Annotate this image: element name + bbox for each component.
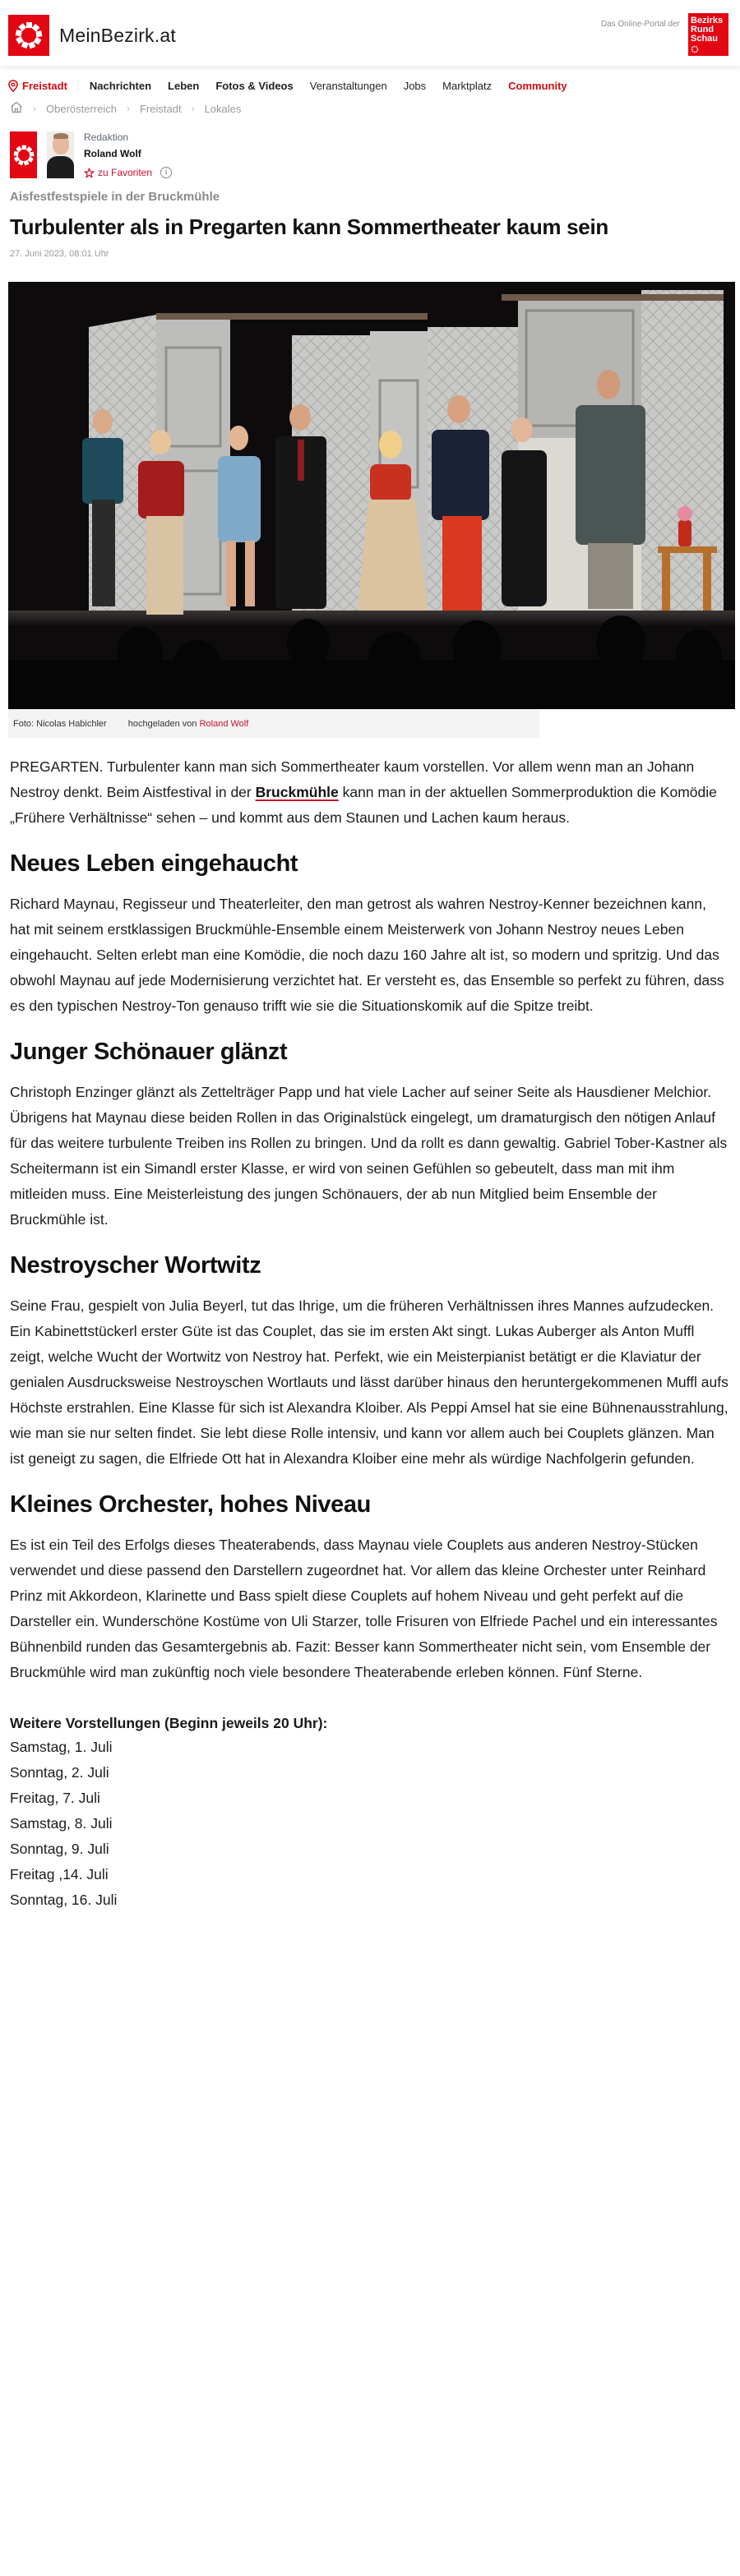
bezirksrundschau-badge[interactable]: [688, 13, 728, 56]
chevron-right-icon: ›: [191, 103, 195, 114]
favorite-label: zu Favoriten: [98, 167, 153, 178]
portal-branding: [601, 13, 728, 56]
site-header: [0, 0, 740, 66]
badge-line: Bezirks: [691, 16, 724, 25]
location-pin-icon: [8, 80, 18, 92]
chevron-right-icon: ›: [33, 103, 36, 114]
breadcrumb: [0, 99, 740, 118]
article-title: Turbulenter als in Pregarten kann Sommertheater kaum sein: [10, 214, 608, 239]
article-body: [0, 738, 740, 1913]
nav-item-leben[interactable]: Leben: [168, 80, 200, 92]
main-nav: [0, 72, 740, 99]
nav-item-fotos-videos[interactable]: Fotos & Videos: [215, 80, 294, 92]
intro-text: kann man in der aktuellen Sommerproduktion die Komödie „Frühere Verhältnisse“ sehen – und kommt aus dem Staunen und Lachen kaum heraus.: [10, 784, 717, 826]
performance-date: Freitag ,14. Juli: [10, 1866, 109, 1882]
performance-date: Samstag, 1. Juli: [10, 1739, 113, 1755]
avatar-hair: [53, 133, 68, 139]
breadcrumb-oberoesterreich[interactable]: Oberösterreich: [46, 102, 117, 115]
favorite-row: [84, 164, 172, 181]
section-paragraph: Es ist ein Teil des Erfolgs dieses Theaterabends, dass Maynau viele Couplets aus anderen Nestroy-Stücken verwendet und diese passend den Darstellern zugeordnet hat. Vor allem das kleine Orchester unter Reinhard Prinz mit Akkordeon, Klarinette und Bass spielt diese Couplets auf hohem Niveau und geht perfekt auf die Darsteller ein. Wunderschöne Kostüme von Uli Starzer, tolle Frisuren von Elfriede Pachel und ein interessantes Bühnenbild runden das Gesamtergebnis ab. Fazit: Besser kann Sommertheater nicht sein, vom Ensemble der Bruckmühle wird man zukünftig noch viele besondere Theaterabende erleben können. Fünf Sterne.: [10, 1537, 718, 1680]
article-intro: [10, 754, 730, 831]
performance-date: Samstag, 8. Juli: [10, 1815, 113, 1832]
small-sun-icon: [691, 45, 726, 56]
nav-location-freistadt[interactable]: [8, 80, 78, 92]
performance-date: Freitag, 7. Juli: [10, 1790, 100, 1806]
performance-date: Sonntag, 2. Juli: [10, 1764, 109, 1781]
site-logo-link[interactable]: [8, 15, 176, 56]
intro-text: PREGARTEN. Turbulenter kann man sich Sommertheater kaum vorstellen. Vor allem wenn man an Johann Nestroy denkt. Beim Aistfestival in der: [10, 758, 695, 800]
uploader-link[interactable]: Roland Wolf: [199, 718, 249, 729]
badge-line: Schau: [691, 34, 719, 44]
nav-location-label: Freistadt: [22, 80, 67, 92]
author-role: Redaktion: [84, 131, 129, 143]
article-figure: [8, 282, 735, 738]
star-icon: [84, 168, 95, 178]
section-heading: Nestroyscher Wortwitz: [10, 1252, 261, 1279]
photo-credit: Foto: Nicolas Habichler: [13, 718, 107, 729]
performances-title: Weitere Vorstellungen (Beginn jeweils 20 Uhr):: [10, 1715, 328, 1731]
performance-date: Sonntag, 9. Juli: [10, 1841, 109, 1857]
info-icon[interactable]: i: [160, 167, 172, 178]
nav-item-nachrichten[interactable]: Nachrichten: [89, 80, 152, 92]
sun-logo-icon: [8, 15, 49, 56]
home-icon[interactable]: [10, 101, 23, 116]
section-paragraph: Richard Maynau, Regisseur und Theaterleiter, den man getrost als wahren Nestroy-Kenner bezeichnen kann, hat mit seinem erstklassigen Bruckmühle-Ensemble einem Meisterwerk von Johann Nestroy neues Leben eingehaucht. Selten erlebt man eine Komödie, die noch dazu 160 Jahre alt ist, so modern und spritzig. Und das obwohl Maynau auf jede Modernisierung verzichtet hat. Er versteht es, das Ensemble so perfekt zu führen, dass es den typischen Nestroy-Ton genauso trifft wie sie die Situationskomik auf die Spitze treibt.: [10, 896, 724, 1014]
theater-stage-photo[interactable]: [8, 282, 735, 709]
article-kicker: Aisfestfestspiele in der Bruckmühle: [10, 190, 220, 204]
section-paragraph: Seine Frau, gespielt von Julia Beyerl, tut das Ihrige, um die früheren Verhältnissen ihres Mannes aufzudecken. Ein Kabinettstückerl erster Güte ist das Couplet, das sie im ersten Akt singt. Lukas Auberger als Anton Muffl zeigt, welche Wucht der Wortwitz von Nestroy hat. Perfekt, wie ein Meisterpianist betätigt er die Klaviatur der genialen Ausdrucksweise Nestroyschen Wortlauts und lässt darüber hinaus den heruntergekommenen Muffl aufs Höchste erstrahlen. Eine Klasse für sich ist Alexandra Kloiber. Als Peppi Amsel hat sie eine Bühnenausstrahlung, wie man sie nur selten findet. Sie lebt diese Rolle intensiv, und kann vor allem auch bei Couplets glänzen. Man ist geneigt zu sagen, die Elfriede Ott hat in Alexandra Kloiber eine mehr als würdige Nachfolgerin gefunden.: [10, 1297, 728, 1467]
article-date: 27. Juni 2023, 08:01 Uhr: [10, 249, 109, 259]
author-box: [0, 118, 740, 179]
breadcrumb-freistadt[interactable]: Freistadt: [139, 102, 182, 115]
badge-line: Rund: [691, 25, 715, 35]
author-name-link[interactable]: Roland Wolf: [84, 148, 141, 159]
performance-dates-list: [10, 1735, 730, 1913]
portal-label: Das Online-Portal der: [600, 20, 680, 29]
chevron-right-icon: ›: [126, 103, 130, 114]
editorial-logo-icon: [10, 131, 37, 178]
image-caption: [8, 709, 539, 738]
performance-date: Sonntag, 16. Juli: [10, 1892, 118, 1908]
nav-item-community[interactable]: Community: [508, 80, 567, 92]
section-paragraph: Christoph Enzinger glänzt als Zettelträger Papp und hat viele Lacher auf seiner Seite als Hausdiener Melchior. Übrigens hat Maynau diese beiden Rollen in das Originalstück eingelegt, um dramaturgisch den nötigen Anlauf für das weitere turbulente Treiben ins Rollen zu bringen. Und da rollt es dann gewaltig. Gabriel Tober-Kastner als Scheitermann ist ein Simandl erster Klasse, er wird von seinen Gefühlen so gebeutelt, dass man mit ihm mitleiden muss. Eine Meisterleistung des jungen Schönauers, der ab nun Mitglied beim Ensemble der Bruckmühle ist.: [10, 1084, 728, 1228]
nav-item-veranstaltungen[interactable]: Veranstaltungen: [309, 80, 387, 92]
uploaded-by: [128, 719, 249, 729]
nav-item-marktplatz[interactable]: Marktplatz: [442, 80, 493, 92]
uploaded-by-label: hochgeladen von: [127, 718, 197, 729]
nav-item-jobs[interactable]: Jobs: [403, 80, 427, 92]
author-avatar[interactable]: [47, 131, 74, 178]
breadcrumb-lokales[interactable]: Lokales: [204, 102, 242, 115]
author-meta: [84, 131, 172, 181]
section-heading: Junger Schönauer glänzt: [10, 1039, 288, 1065]
bruckmuehle-link[interactable]: Bruckmühle: [255, 784, 339, 800]
site-logo-text: MeinBezirk.at: [59, 24, 176, 46]
avatar-body: [47, 156, 74, 178]
add-favorite-button[interactable]: [84, 167, 152, 178]
section-heading: Neues Leben eingehaucht: [10, 850, 298, 877]
section-heading: Kleines Orchester, hohes Niveau: [10, 1491, 371, 1518]
